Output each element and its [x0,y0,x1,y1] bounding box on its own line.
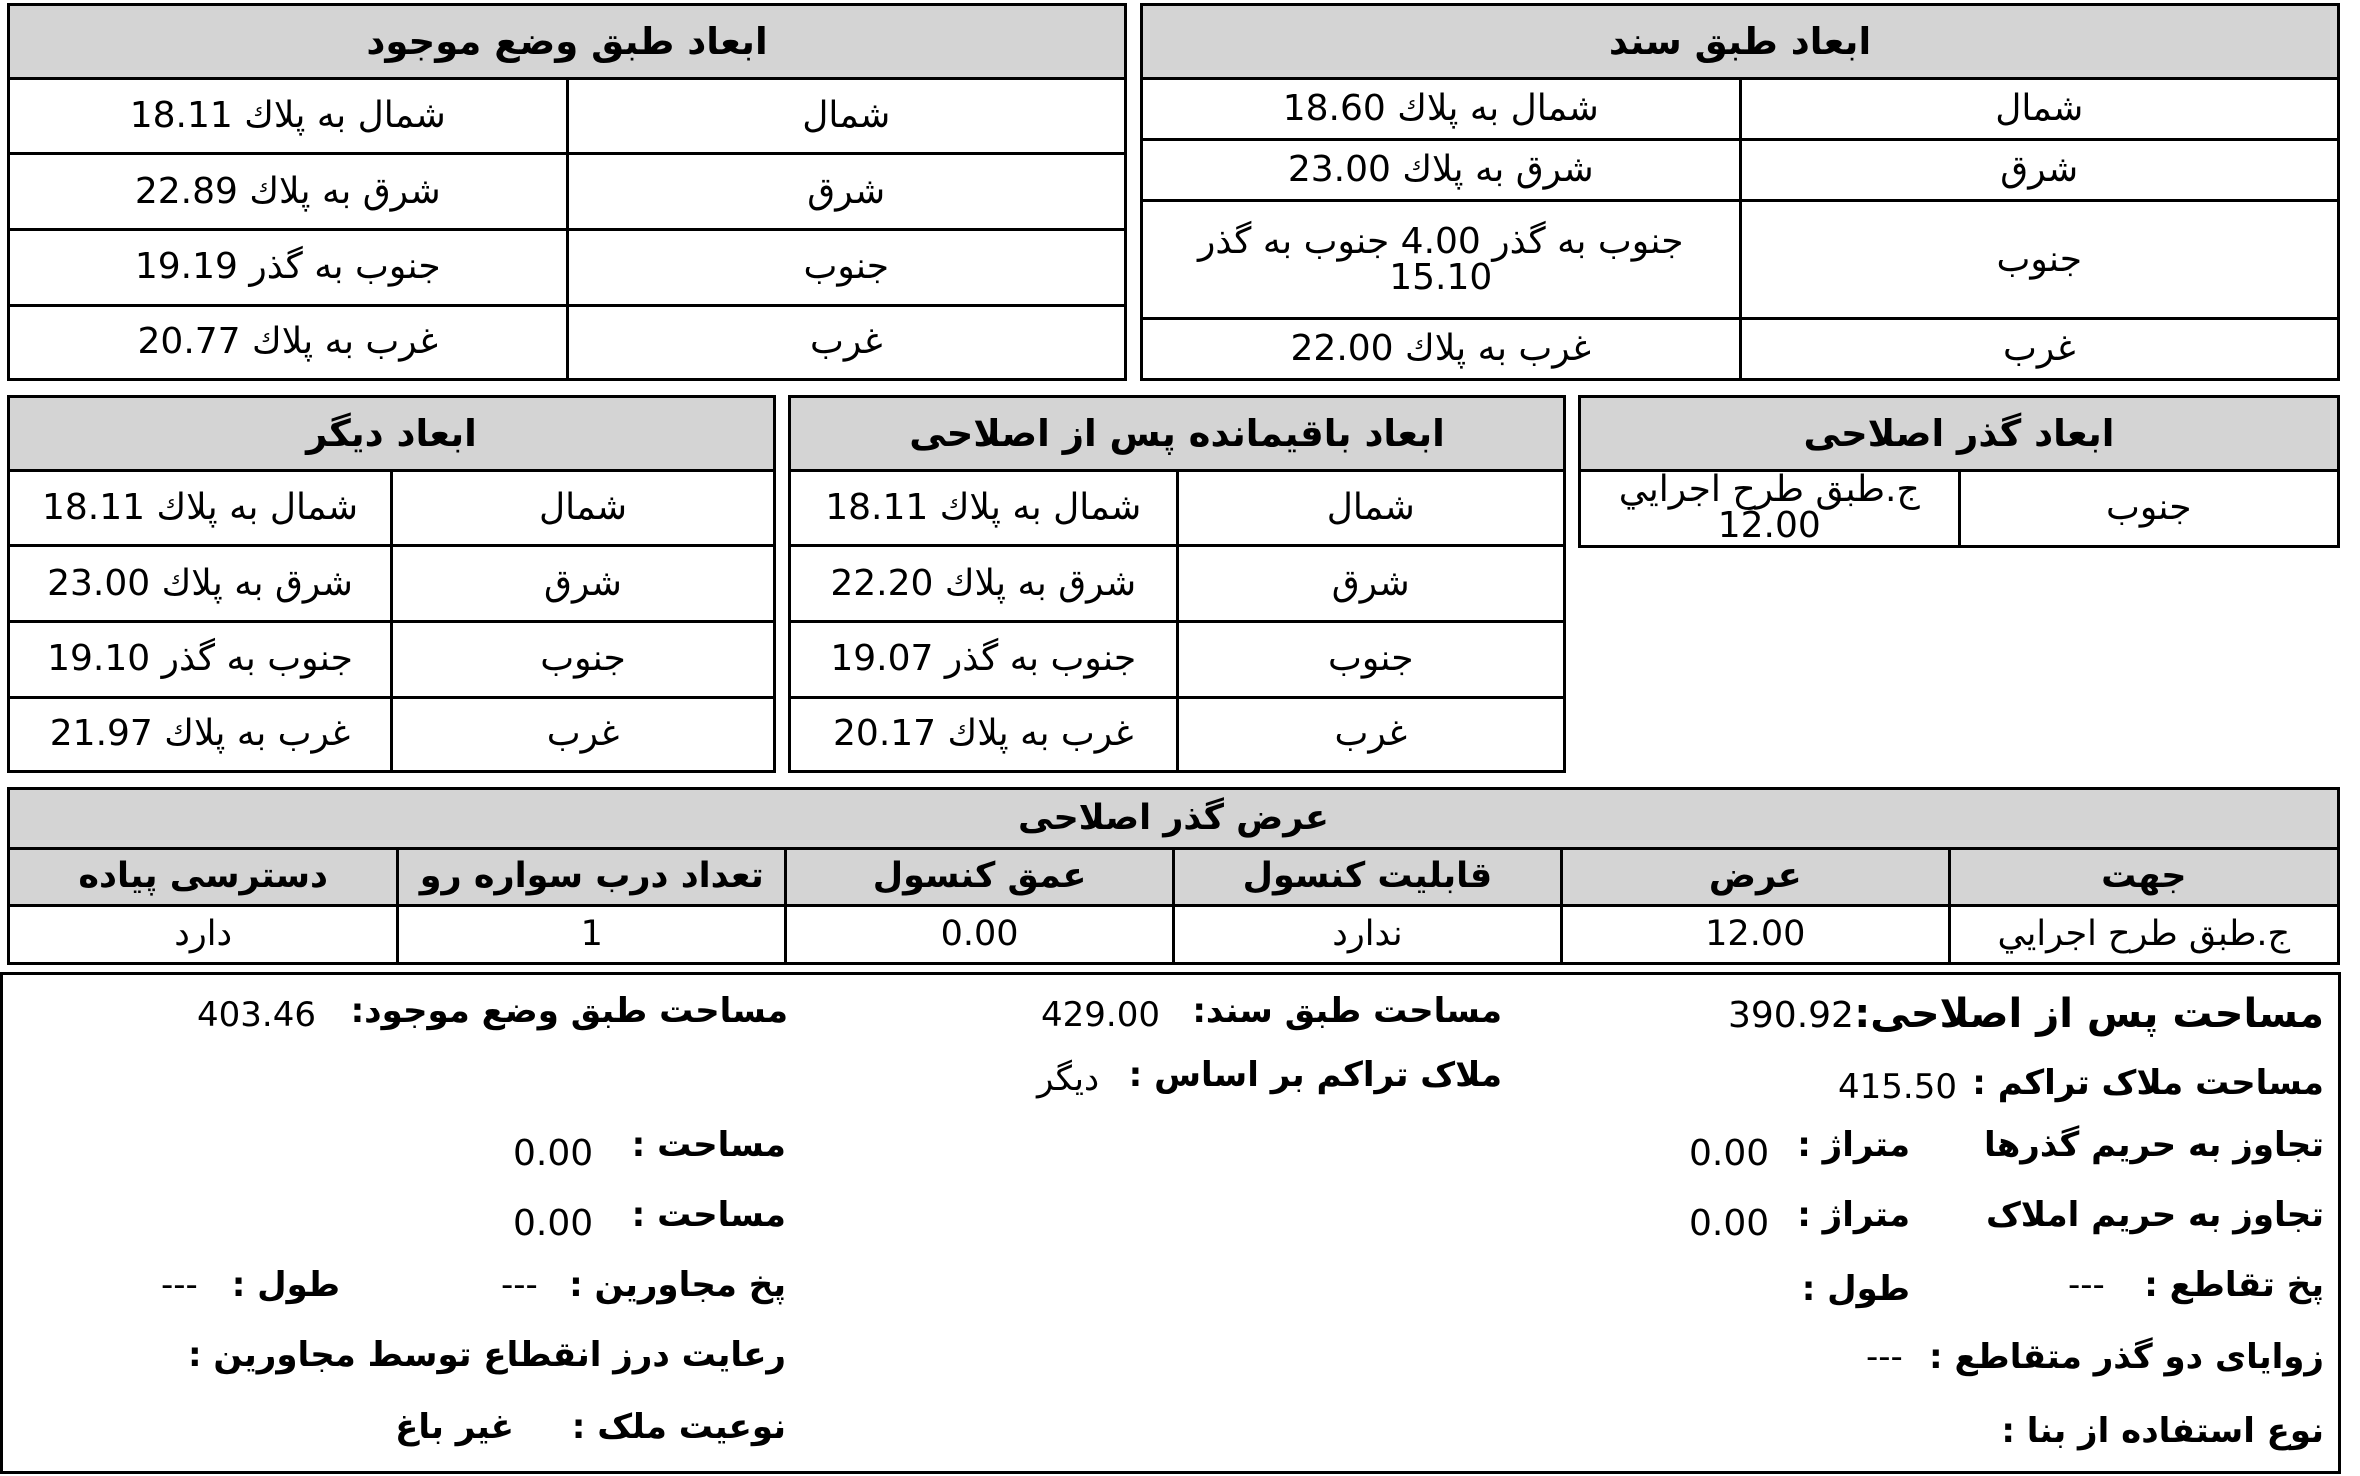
passage-cell-vehicle-doors: 1 [398,905,786,962]
remaining-value-east: شرق به پلاك 22.20 [791,546,1177,622]
area-existing-label: مساحت طبق وضع موجود: [350,991,788,1031]
encroach-property-label: تجاوز به حریم املاک [1985,1195,2324,1235]
correction-passage-table [1578,395,2340,548]
remaining-dir-south: جنوب [1177,621,1563,697]
passage-header-direction: جهت [1949,848,2337,905]
passage-cell-console-depth: 0.00 [786,905,1174,962]
length-label-right: طول : [1801,1269,1910,1309]
length-value-left: --- [161,1265,198,1305]
existing-dir-east: شرق [567,154,1124,230]
encroach-property-area-value: 0.00 [513,1203,594,1244]
deed-dir-north: شمال [1740,78,2337,139]
area-deed-value: 429.00 [1041,995,1160,1035]
other-value-north: شمال به پلاك 18.11 [10,470,392,546]
passage-cell-direction: ج.طبق طرح اجرايي [1949,905,2337,962]
building-use-label: نوع استفاده از بنا : [2001,1411,2324,1451]
property-status-label: نوعیت ملک : [571,1407,786,1447]
existing-dir-north: شمال [567,78,1124,154]
passage-header-console-ability: قابلیت کنسول [1174,848,1562,905]
remaining-dir-east: شرق [1177,546,1563,622]
area-deed-label: مساحت طبق سند: [1192,991,1502,1031]
passage-header-console-depth: عمق کنسول [786,848,1174,905]
deed-value-west: غرب به پلاك 22.00 [1143,319,1740,378]
other-dir-south: جنوب [392,621,774,697]
other-dimensions-title: ابعاد دیگر [10,398,773,470]
deed-dir-east: شرق [1740,139,2337,200]
remaining-value-north: شمال به پلاك 18.11 [791,470,1177,546]
passage-cell-console-ability: ندارد [1174,905,1562,962]
existing-dir-south: جنوب [567,229,1124,305]
remaining-dir-north: شمال [1177,470,1563,546]
bevel-intersection-label: پخ تقاطع : [2144,1265,2324,1305]
deed-value-north: شمال به پلاك 18.60 [1143,78,1740,139]
area-after-correction-value: 390.92 [1728,995,1854,1036]
existing-value-east: شرق به پلاك 22.89 [10,154,567,230]
encroach-passage-label: تجاوز به حریم گذرها [1983,1125,2324,1165]
existing-value-north: شمال به پلاك 18.11 [10,78,567,154]
remaining-dimensions-title: ابعاد باقیمانده پس از اصلاحی [791,398,1563,470]
other-value-south: جنوب به گذر 19.10 [10,621,392,697]
passage-width-table [7,787,2340,965]
remaining-value-south: جنوب به گذر 19.07 [791,621,1177,697]
correction-passage-dir: جنوب [1959,470,2337,545]
passage-cell-width: 12.00 [1561,905,1949,962]
encroach-property-area-label: مساحت : [631,1195,786,1235]
passage-header-vehicle-doors: تعداد درب سواره رو [398,848,786,905]
summary-section [0,972,2341,1474]
density-area-value: 415.50 [1838,1067,1957,1107]
two-passage-angles-value: --- [1866,1337,1903,1377]
existing-dir-west: غرب [567,305,1124,378]
deed-dir-south: جنوب [1740,201,2337,319]
existing-value-west: غرب به پلاك 20.77 [10,305,567,378]
area-after-correction-label: مساحت پس از اصلاحی: [1854,991,2324,1037]
bevel-neighbors-label: پخ مجاورین : [569,1265,786,1305]
area-existing-value: 403.46 [197,995,316,1035]
correction-passage-value: ج.طبق طرح اجرايي 12.00 [1581,470,1959,545]
deed-value-east: شرق به پلاك 23.00 [1143,139,1740,200]
passage-cell-pedestrian-access: دارد [10,905,398,962]
encroach-property-value: 0.00 [1689,1203,1770,1244]
seam-compliance-label: رعایت درز انقطاع توسط مجاورین : [187,1335,786,1375]
remaining-dimensions-table [788,395,1566,773]
density-area-label: مساحت ملاک تراکم : [1972,1063,2324,1103]
other-dir-north: شمال [392,470,774,546]
other-value-east: شرق به پلاك 23.00 [10,546,392,622]
deed-dimensions-table [1140,3,2340,381]
other-dir-east: شرق [392,546,774,622]
existing-dimensions-table [7,3,1127,381]
remaining-dir-west: غرب [1177,697,1563,770]
bevel-neighbors-value: --- [501,1265,538,1305]
encroach-passage-meter-label: متراژ : [1797,1125,1910,1165]
other-dir-west: غرب [392,697,774,770]
passage-width-title: عرض گذر اصلاحی [10,790,2337,848]
encroach-passage-area-value: 0.00 [513,1133,594,1174]
correction-passage-title: ابعاد گذر اصلاحی [1581,398,2337,470]
deed-dimensions-title: ابعاد طبق سند [1143,6,2337,78]
remaining-value-west: غرب به پلاك 20.17 [791,697,1177,770]
density-basis-label: ملاک تراکم بر اساس : [1128,1055,1502,1095]
encroach-passage-area-label: مساحت : [631,1125,786,1165]
deed-dir-west: غرب [1740,319,2337,378]
other-dimensions-table [7,395,776,773]
two-passage-angles-label: زوایای دو گذر متقاطع : [1929,1337,2324,1377]
existing-dimensions-title: ابعاد طبق وضع موجود [10,6,1124,78]
property-status-value: غیر باغ [395,1407,514,1447]
encroach-passage-value: 0.00 [1689,1133,1770,1174]
passage-header-width: عرض [1561,848,1949,905]
length-label-left: طول : [231,1265,340,1305]
other-value-west: غرب به پلاك 21.97 [10,697,392,770]
existing-value-south: جنوب به گذر 19.19 [10,229,567,305]
passage-header-pedestrian-access: دسترسی پیاده [10,848,398,905]
encroach-property-meter-label: متراژ : [1797,1195,1910,1235]
deed-value-south: جنوب به گذر 4.00 جنوب به گذر 15.10 [1143,201,1740,319]
bevel-intersection-value: --- [2068,1265,2105,1305]
density-basis-value: دیگر [1037,1059,1100,1099]
